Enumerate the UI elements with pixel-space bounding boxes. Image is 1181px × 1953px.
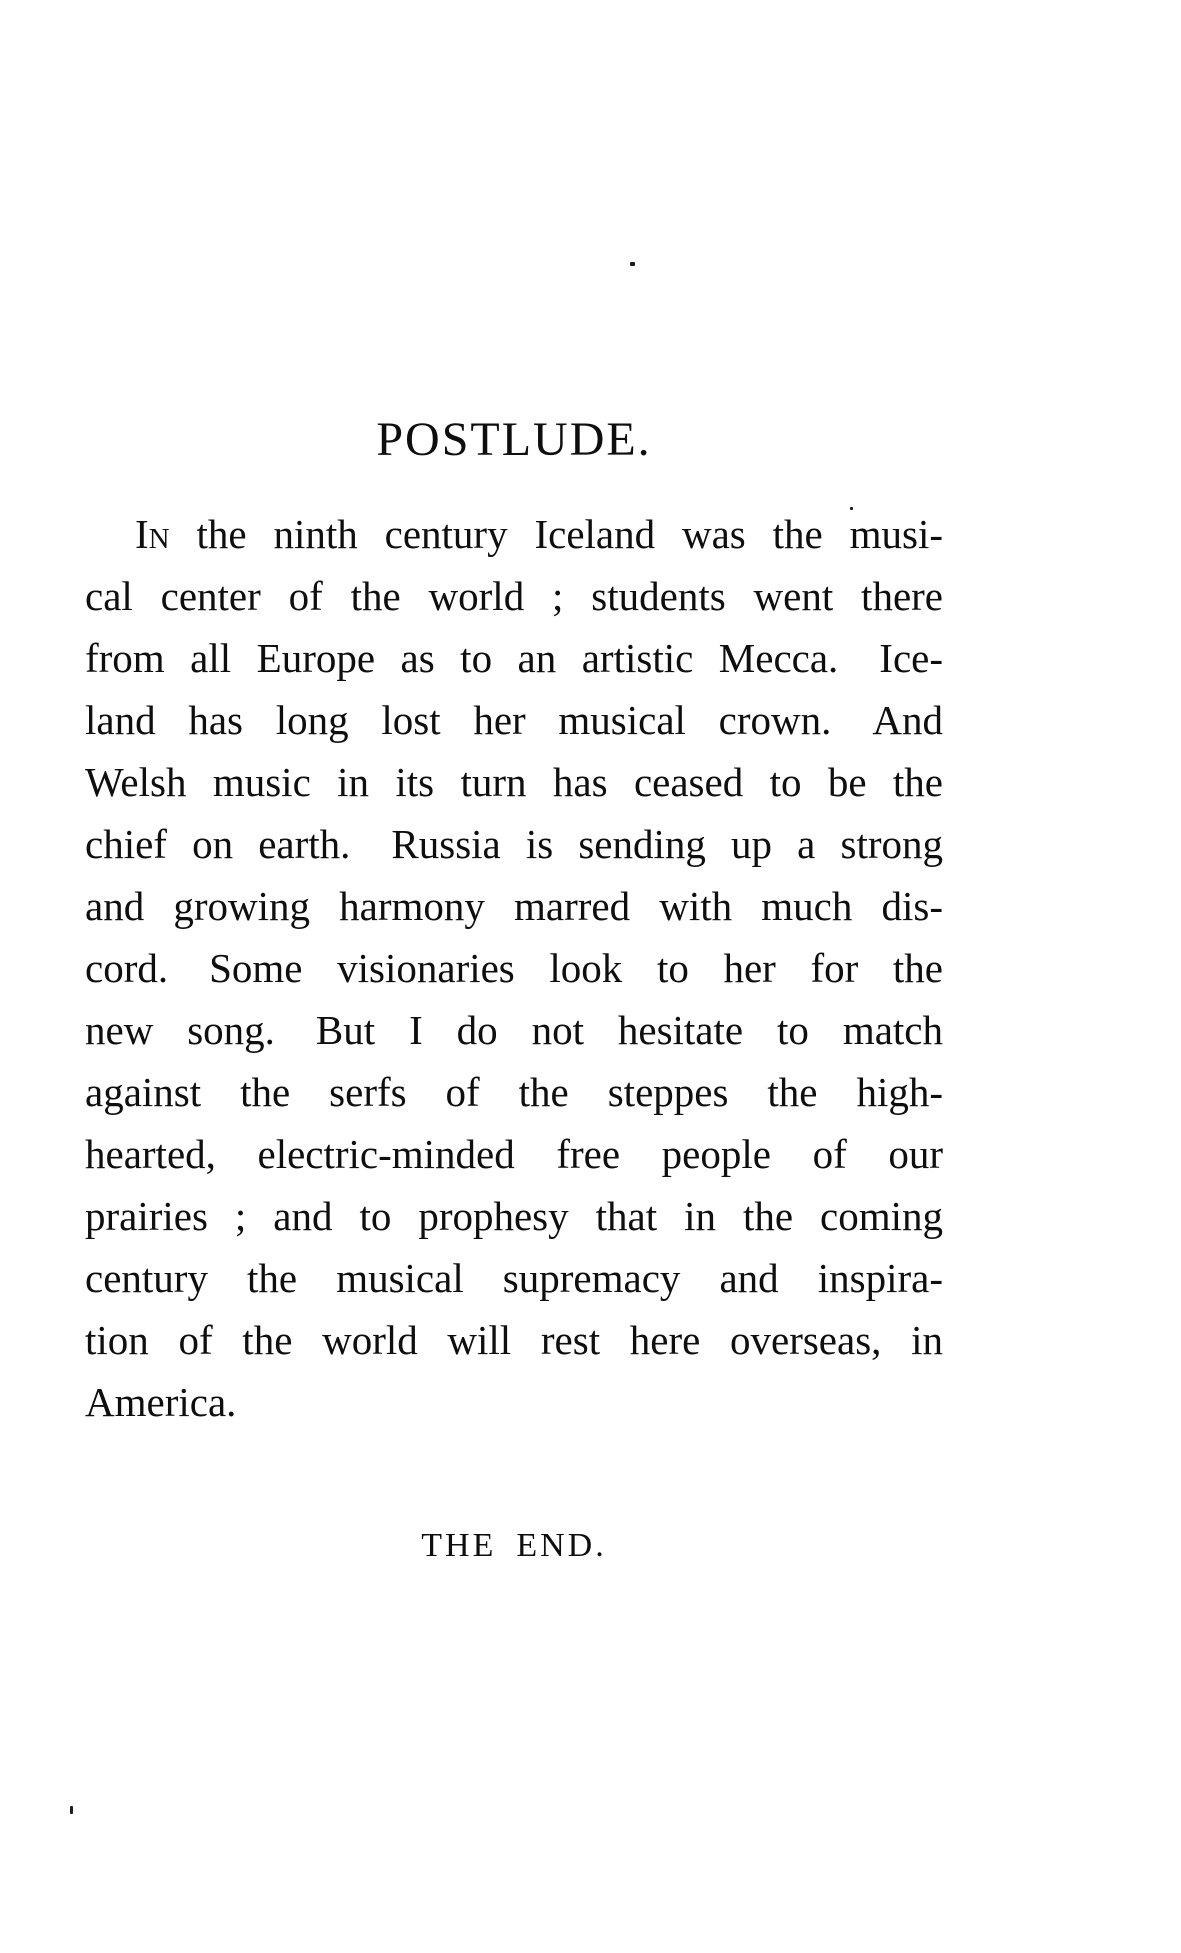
text-line: chief on earth. Russia is sending up a strong <box>85 821 943 867</box>
text-line: new song. But I do not hesitate to match <box>85 1007 943 1053</box>
text-line: from all Europe as to an artistic Mecca. Ice- <box>85 635 943 681</box>
text-line: hearted, electric-minded free people of our <box>85 1131 943 1177</box>
the-end-label: THE END. <box>421 1527 607 1564</box>
scan-speck <box>630 262 635 266</box>
text-line: prairies ; and to prophesy that in the coming <box>85 1193 943 1239</box>
lead-small-caps: In <box>135 511 170 557</box>
scan-speck <box>70 1806 73 1814</box>
text-line: against the serfs of the steppes the high- <box>85 1069 943 1115</box>
scan-speck <box>850 507 853 510</box>
text-line-last: America. <box>85 1379 237 1425</box>
text-line-first <box>85 503 943 565</box>
text-line: and growing harmony marred with much dis- <box>85 883 943 929</box>
text-line: cal center of the world ; students went there <box>85 573 943 619</box>
paragraph-middle-lines <box>85 565 943 1371</box>
text-line-first-rest: the ninth century Iceland was the musi- <box>196 511 943 557</box>
postlude-paragraph <box>85 503 943 1433</box>
text-line: tion of the world will rest here overseas, in <box>85 1317 943 1363</box>
text-line: land has long lost her musical crown. And <box>85 697 943 743</box>
text-line: cord. Some visionaries look to her for the <box>85 945 943 991</box>
text-line: Welsh music in its turn has ceased to be the <box>85 759 943 805</box>
text-line: century the musical supremacy and inspira- <box>85 1255 943 1301</box>
page-title: POSTLUDE. <box>376 413 652 466</box>
